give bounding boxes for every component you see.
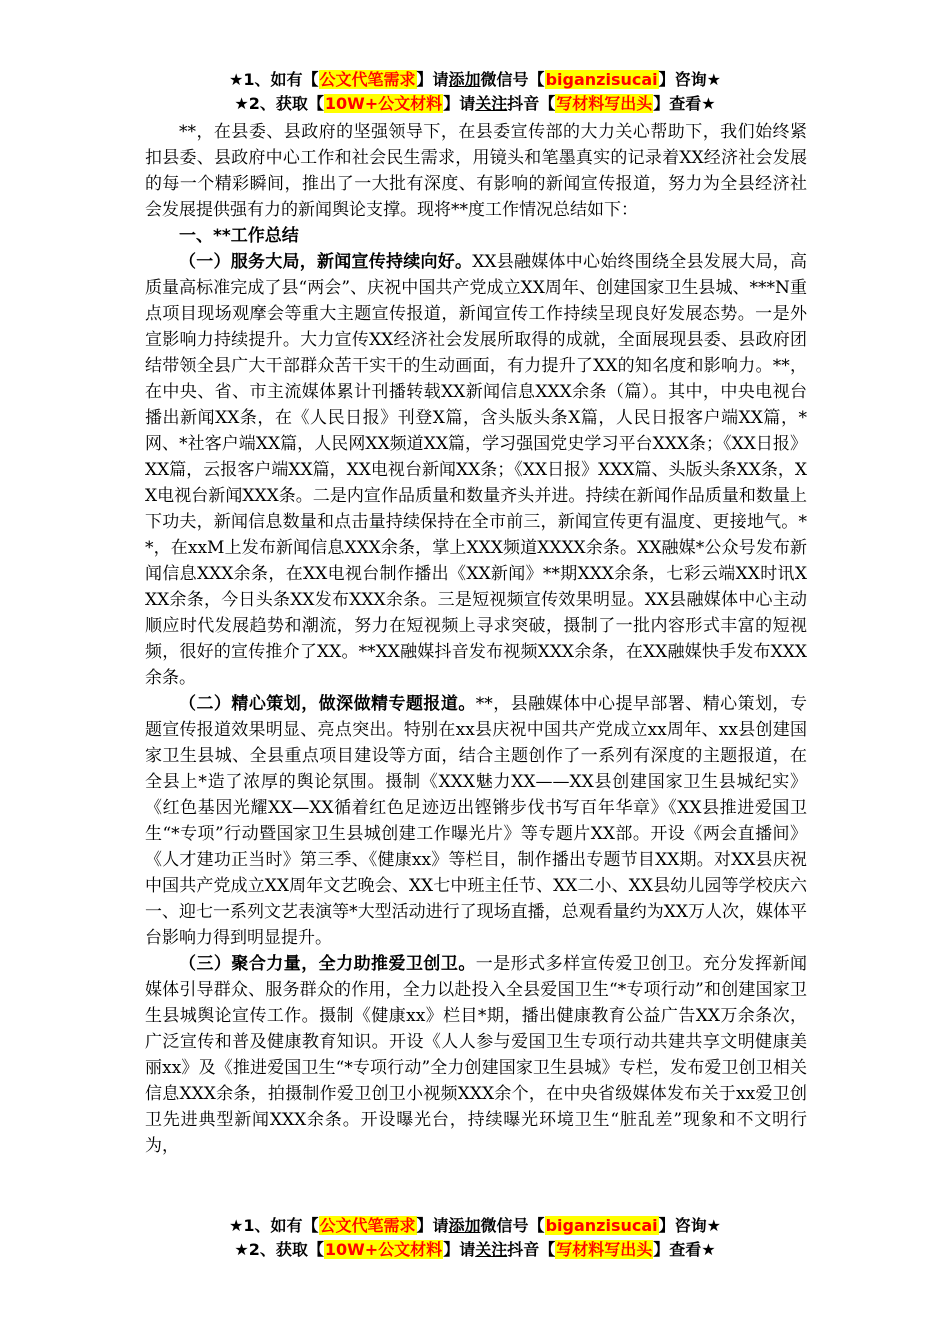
promo-highlight: 公文代笔需求 [319,70,416,89]
promo-text: 抖音【 [507,1240,556,1259]
promo-highlight: 10W+公文材料 [324,94,443,113]
intro-paragraph: **，在县委、县政府的坚强领导下，在县委宣传部的大力关心帮助下，我们始终紧扣县委、县政府中心工作和社会民生需求，用镜头和笔墨真实的记录着XX经济社会发展的每一个精彩瞬间，推出了一大批有深度、有影响的新闻宣传报道，努力为全县经济社会发展提供强有力的新闻舆论支撑。现将**度工作情况总结如下： [145,122,807,220]
promo-text: 微信号【 [480,1216,545,1235]
section-3-lead: （三）聚合力量，全力助推爱卫创卫。 [179,954,476,974]
section-1-text: XX县融媒体中心始终围绕全县发展大局，高质量高标准完成了县“两会”、庆祝中国共产党成立XX周年、创建国家卫生县城、***N重点项目现场观摩会等重大主题宣传报道，新闻宣传工作持续呈现良好发展态势。一是外宣影响力持续提升。大力宣传XX经济社会发展所取得的成就，全面展现县委、县政府团结带领全县广大干部群众苦干实干的生动画面，有力提升了XX的知名度和影响力。**，在中央、省、市主流媒体累计刊播转载XX新闻信息XXX余条（篇）。其中，中央电视台播出新闻XX条，在《人民日报》刊登X篇，含头版头条X篇，人民日报客户端XX篇，*网、*社客户端XX篇，人民网XX频道XX篇，学习强国党史学习平台XXX条；《XX日报》XX篇，云报客户端XX篇，XX电视台新闻XX条；《XX日报》XXX篇、头版头条XX条，XX电视台新闻XXX条。二是内宣作品质量和数量齐头并进。持续在新闻作品质量和数量上下功夫，新闻信息数量和点击量持续保持在全市前三，新闻宣传更有温度、更接地气。**，在xxM上发布新闻信息XXX余条，掌上XXX频道XXXX余条。XX融媒*公众号发布新闻信息XXX余条，在XX电视台制作播出《XX新闻》**期XXX余条，七彩云端XX时讯XXX余条，今日头条XX发布XXX余条。三是短视频宣传效果明显。XX县融媒体中心主动顺应时代发展趋势和潮流，努力在短视频上寻求突破，摄制了一批内容形式丰富的短视频，很好的宣传推介了XX。**XX融媒抖音发布视频XXX余条，在XX融媒快手发布XXX余条。 [145,252,807,688]
section-3-text: 一是形式多样宣传爱卫创卫。充分发挥新闻媒体引导群众、服务群众的作用，全力以赴投入全县爱国卫生“*专项行动”和创建国家卫生县城舆论宣传工作。摄制《健康xx》栏目*期，播出健康教育公益广告XX万余条次，广泛宣传和普及健康教育知识。开设《人人参与爱国卫生专项行动共建共享文明健康美丽xx》及《推进爱国卫生“*专项行动”全力创建国家卫生县城》专栏，发布爱卫创卫相关信息XXX余条，拍摄制作爱卫创卫小视频XXX余个，在中央省级媒体发布关于xx爱卫创卫先进典型新闻XXX余条。开设曝光台，持续曝光环境卫生“脏乱差”现象和不文明行为， [145,954,808,1156]
promo-underlined: 添加 [448,70,481,89]
promo-text: 微信号【 [480,70,545,89]
promo-text: ★2、获取【 [234,1240,324,1259]
top-promo-banner [0,68,950,116]
promo-text: 】查看★ [653,1240,716,1259]
promo-text: 】请 [443,1240,476,1259]
promo-text: 抖音【 [507,94,556,113]
promo-text: 】请 [443,94,476,113]
document-body [145,119,807,1159]
section-2-lead: （二）精心策划，做深做精专题报道。 [179,694,476,714]
promo-line-2 [0,92,950,116]
promo-underlined: 关注 [475,94,508,113]
promo-douyin-id: 写材料写出头 [556,1240,653,1259]
promo-line-2 [0,1238,950,1262]
section-heading: 一、**工作总结 [179,226,299,246]
section-2-paragraph [145,691,807,951]
section-3-paragraph [145,951,807,1159]
promo-douyin-id: 写材料写出头 [556,94,653,113]
section-2-text: **，县融媒体中心提早部署、精心策划，专题宣传报道效果明显、亮点突出。特别在xx县庆祝中国共产党成立xx周年、xx县创建国家卫生县城、全县重点项目建设等方面，结合主题创作了一系列有深度的主题报道，在全县上*造了浓厚的舆论氛围。摄制《XXX魅力XX——XX县创建国家卫生县城纪实》《红色基因光耀XX—XX循着红色足迹迈出铿锵步伐书写百年华章》《XX县推进爱国卫生“*专项”行动暨国家卫生县城创建工作曝光片》等专题片XX部。开设《两会直播间》《人才建功正当时》第三季、《健康xx》等栏目，制作播出专题节目XX期。对XX县庆祝中国共产党成立XX周年文艺晚会、XX七中班主任节、XX二小、XX县幼儿园等学校庆六一、迎七一系列文艺表演等*大型活动进行了现场直播，总观看量约为XX万人次，媒体平台影响力得到明显提升。 [145,694,808,948]
section-1-lead: （一）服务大局，新闻宣传持续向好。 [179,252,473,272]
promo-wechat-id: biganzisucai [545,1216,658,1235]
promo-text: ★2、获取【 [234,94,324,113]
promo-underlined: 关注 [475,1240,508,1259]
promo-text: ★1、如有【 [229,70,319,89]
bottom-promo-banner [0,1214,950,1262]
promo-text: 】请 [416,70,449,89]
promo-wechat-id: biganzisucai [545,70,658,89]
section-1-paragraph [145,249,807,691]
promo-text: 】请 [416,1216,449,1235]
promo-text: 】查看★ [653,94,716,113]
promo-line-1 [0,1214,950,1238]
promo-underlined: 添加 [448,1216,481,1235]
promo-text: ★1、如有【 [229,1216,319,1235]
promo-highlight: 10W+公文材料 [324,1240,443,1259]
promo-line-1 [0,68,950,92]
promo-highlight: 公文代笔需求 [319,1216,416,1235]
promo-text: 】咨询★ [658,70,721,89]
promo-text: 】咨询★ [658,1216,721,1235]
